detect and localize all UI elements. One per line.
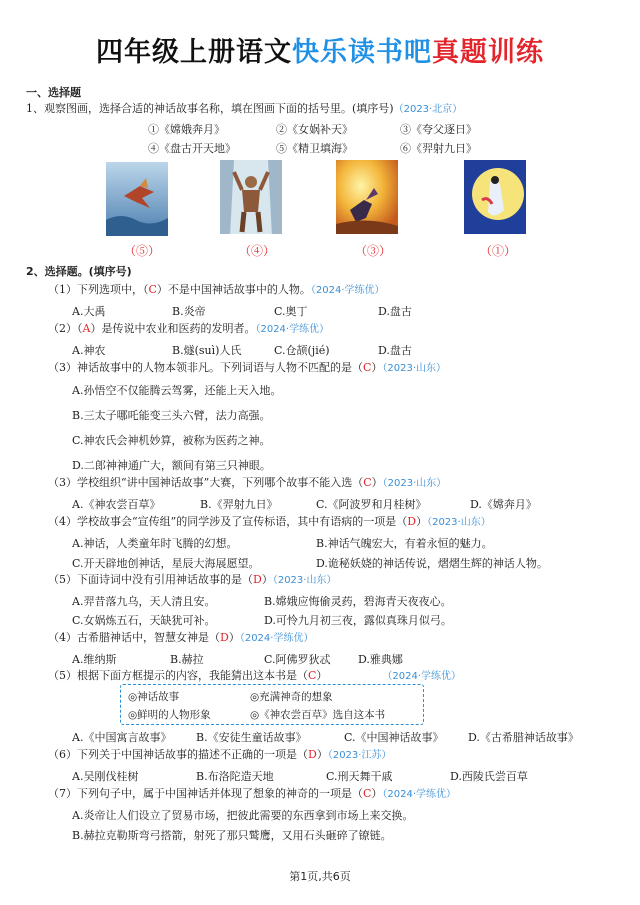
story-option: ④《盘古开天地》	[148, 142, 236, 155]
option: C.神农氏会神机妙算，被称为医药之神。	[72, 434, 271, 447]
question-text: ）	[316, 669, 328, 682]
title-part-2: 快乐读书吧	[292, 37, 432, 68]
title-part-3: 真题训练	[432, 37, 544, 68]
question-stem	[48, 573, 336, 588]
question-number: （3）	[48, 361, 77, 374]
option: B.赫拉	[170, 653, 204, 666]
question-stem	[48, 515, 491, 530]
question-text: ）	[371, 787, 383, 800]
answer-caption: （③）	[355, 244, 392, 258]
q1-source: （2023·北京）	[393, 104, 463, 115]
question-source: （2024·学练优）	[310, 285, 385, 296]
option: A.羿昔落九乌，天人清且安。	[72, 595, 216, 608]
question-source: （2023·山东）	[382, 363, 447, 374]
option: B.燧(suì)人氏	[172, 344, 242, 357]
question-source: （2023·山东）	[272, 575, 337, 586]
option: A.《中国寓言故事》	[72, 731, 172, 744]
title-part-1: 四年级上册语文	[96, 37, 292, 68]
option: A.《神农尝百草》	[72, 498, 161, 511]
answer-letter: C	[148, 283, 157, 296]
answer-caption: （⑤）	[124, 244, 161, 258]
question-text: 学校组织“讲中国神话故事”大赛，下列哪个故事不能入选（	[77, 476, 364, 489]
pangu-illustration	[220, 160, 282, 234]
page-footer: 第1页,共6页	[289, 870, 351, 883]
question-source: （2023·山东）	[427, 517, 491, 528]
answer-caption: （④）	[239, 244, 276, 258]
option: C.仓颉(jié)	[274, 344, 330, 357]
option: D.盘古	[378, 344, 412, 357]
option: A.炎帝让人们设立了贸易市场，把彼此需要的东西拿到市场上来交换。	[72, 809, 414, 822]
question-text: （	[77, 322, 83, 335]
question-text: ）	[371, 361, 383, 374]
question-stem	[48, 787, 456, 802]
option: A.维纳斯	[72, 653, 117, 666]
question-number: （3）	[48, 476, 77, 489]
option: D.《古希腊神话故事》	[468, 731, 579, 744]
page-title	[0, 30, 640, 69]
question-number: （6）	[48, 748, 77, 761]
answer-letter: D	[253, 573, 262, 586]
question-number: （4）	[48, 631, 77, 644]
question-stem	[48, 476, 446, 491]
story-option: ③《夸父逐日》	[400, 123, 477, 136]
section-heading: 2、选择题。(填序号)	[26, 265, 132, 278]
option: A.大禹	[72, 305, 106, 318]
question-number: （2）	[48, 322, 77, 335]
option: B.嫦娥应悔偷灵药，碧海青天夜夜心。	[264, 595, 452, 608]
option: A.吴刚伐桂树	[72, 770, 139, 783]
kuafu-sun-illustration	[336, 160, 398, 234]
question-number: （5）	[48, 573, 77, 586]
answer-letter: A	[82, 322, 91, 335]
option: B.布洛陀造天地	[196, 770, 274, 783]
option: C.阿佛罗狄忒	[264, 653, 331, 666]
option: D.盘古	[378, 305, 412, 318]
question-text: ）	[261, 573, 273, 586]
question-source: （2024·学练优）	[239, 633, 314, 644]
answer-letter: D	[407, 515, 417, 528]
answer-letter: D	[220, 631, 229, 644]
option: D.诡秘妖娆的神话传说，熠熠生辉的神话人物。	[316, 557, 548, 570]
question-text: ）不是中国神话故事中的人物。	[156, 283, 311, 296]
option: A.孙悟空不仅能腾云驾雾，还能上天入地。	[72, 384, 282, 397]
answer-letter: C	[363, 361, 372, 374]
question-text: 下列选项中，（	[77, 283, 149, 296]
option: A.神话，人类童年时飞腾的幻想。	[72, 537, 238, 550]
question-number: （1）	[48, 283, 77, 296]
question-source: （2024·学练优）	[387, 671, 462, 682]
answer-letter: C	[308, 669, 317, 682]
question-number: （5）	[48, 669, 77, 682]
option: C.开天辟地创神话，星辰大海展愿望。	[72, 557, 260, 570]
option: C.女娲炼五石，天缺犹可补。	[72, 614, 216, 627]
option: D.可怜九月初三夜，露似真珠月似弓。	[264, 614, 452, 627]
option: B.《安徒生童话故事》	[196, 731, 307, 744]
question-stem	[48, 322, 329, 337]
question-stem	[48, 631, 313, 646]
question-source: （2023·山东）	[382, 478, 447, 489]
question-text: 下列关于中国神话故事的描述不正确的一项是（	[77, 748, 308, 761]
hint-item: ◎《神农尝百草》选自这本书	[250, 709, 386, 721]
question-stem	[48, 748, 391, 763]
question-text: 根据下面方框提示的内容，我能猜出这本书是（	[77, 669, 308, 682]
question-number: （4）	[48, 515, 77, 528]
option: B.三太子哪吒能变三头六臂，法力高强。	[72, 409, 271, 422]
q1-text: 1、观察图画，选择合适的神话故事名称，填在图画下面的括号里。(填序号)	[26, 102, 394, 115]
answer-letter: D	[308, 748, 317, 761]
option: D.二郎神神通广大，额间有第三只神眼。	[72, 459, 271, 472]
question-source: （2023·江苏）	[327, 750, 392, 761]
option: B.赫拉克勒斯弯弓搭箭，射死了那只鹫鹰，又用石头砸碎了镣链。	[72, 829, 392, 842]
question-text: 古希腊神话中，智慧女神是（	[77, 631, 220, 644]
hint-item: ◎充满神奇的想象	[250, 691, 333, 703]
option: C.《中国神话故事》	[344, 731, 444, 744]
option: A.神农	[72, 344, 106, 357]
question-source: （2024·学练优）	[382, 789, 457, 800]
question-text: ）是传说中农业和医药的发明者。	[90, 322, 256, 335]
answer-caption: （①）	[480, 244, 517, 258]
question-text: 下面诗词中没有引用神话故事的是（	[77, 573, 253, 586]
question-text: ）	[316, 748, 328, 761]
option: C.奥丁	[274, 305, 308, 318]
option: B.神话气魄宏大，有着永恒的魅力。	[316, 537, 493, 550]
question-text: ）	[228, 631, 240, 644]
question-text: ）	[416, 515, 428, 528]
hint-item: ◎鲜明的人物形象	[128, 709, 211, 721]
question-stem	[48, 361, 446, 376]
option: D.雅典娜	[358, 653, 403, 666]
question-text: 下列句子中，属于中国神话并体现了想象的神奇的一项是（	[77, 787, 363, 800]
question-source: （2024·学练优）	[255, 324, 330, 335]
answer-letter: C	[363, 476, 372, 489]
option: C.《阿波罗和月桂树》	[316, 498, 427, 511]
jingwei-bird-illustration	[106, 162, 168, 236]
question-text: 神话故事中的人物本领非凡。下列词语与人物不匹配的是（	[77, 361, 363, 374]
section-heading: 一、选择题	[26, 86, 81, 99]
story-option: ⑤《精卫填海》	[276, 142, 353, 155]
option: B.炎帝	[172, 305, 206, 318]
question-text: ）	[371, 476, 383, 489]
option: D.《嫦奔月》	[470, 498, 537, 511]
q1-prompt	[26, 102, 462, 117]
question-text: 学校故事会“宣传组”的同学涉及了宣传标语，其中有语病的一项是（	[77, 515, 408, 528]
question-stem	[48, 283, 385, 298]
hint-item: ◎神话故事	[128, 691, 180, 703]
story-option: ②《女娲补天》	[276, 123, 353, 136]
story-option: ⑥《羿射九日》	[400, 142, 477, 155]
story-option: ①《嫦娥奔月》	[148, 123, 225, 136]
option: D.西陵氏尝百草	[450, 770, 528, 783]
option: C.刑天舞干戚	[326, 770, 393, 783]
option: B.《羿射九日》	[200, 498, 278, 511]
question-number: （7）	[48, 787, 77, 800]
change-moon-illustration	[464, 160, 526, 234]
answer-letter: C	[363, 787, 372, 800]
question-stem	[48, 669, 461, 684]
